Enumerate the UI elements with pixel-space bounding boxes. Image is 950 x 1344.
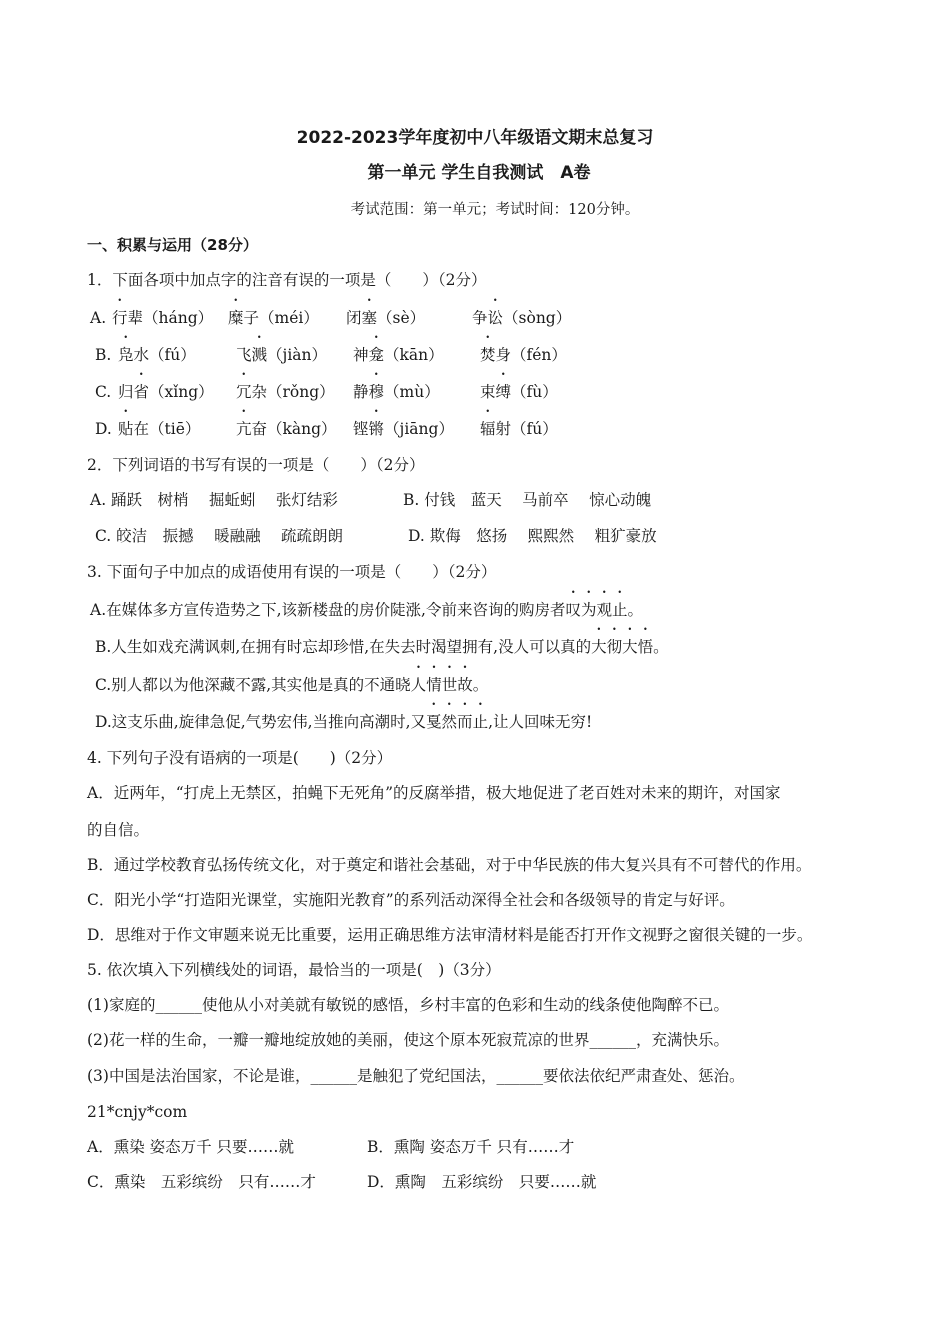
exam-subtitle: 第一单元 学生自我测试 A卷 [367,163,591,183]
option-label: D. [95,420,112,438]
dotted-idiom: 人情世故 [410,676,473,694]
dotted-char: 贴 [118,420,134,438]
q1-a-item: 糜子（méi） [228,309,319,327]
dotted-char: 溅 [251,346,268,364]
q1-b-item: 凫水（fú） [118,346,196,364]
dotted-char: 亢 [236,420,252,438]
option-label: C. [95,383,112,401]
q1-a-item: 争讼（sòng） [472,309,572,327]
q2-option-b: B. 付钱 蓝天 马前卒 惊心动魄 [403,491,652,509]
q2-option-a: A. 踊跃 树梢 掘蚯蚓 张灯结彩 [90,491,338,509]
q5-option-c: C．熏染 五彩缤纷 只有……才 [87,1173,316,1191]
q4-option-c: C．阳光小学“打造阳光课堂，实施阳光教育”的系列活动深得全社会和各级领导的肯定与好评。 [87,891,735,909]
dotted-char: 锵 [368,420,385,438]
q1-d-item: 贴在（tiē） [118,420,201,438]
q1-stem: 1．下面各项中加点字的注音有误的一项是（ ）（2分） [87,271,487,289]
q5-sentence-3: (3)中国是法治国家，不论是谁，______是触犯了党纪国法，______要依法依纪严肃查处、惩治。 [87,1067,745,1085]
q1-d-item: 铿锵（jiāng） [353,420,454,438]
q1-c-item: 归省（xǐng） [118,383,214,401]
q4-option-a-cont: 的自信。 [87,821,150,839]
option-label: A. [90,309,107,327]
option-label: B. [95,346,112,364]
q1-c-item: 束缚（fù） [480,383,558,401]
dotted-idiom: 大彻大悟 [591,638,654,656]
q5-stem: 5. 依次填入下列横线处的词语，最恰当的一项是( )（3分） [87,961,501,979]
dotted-char: 冗 [236,383,252,401]
q1-a-item: 闭塞（sè） [346,309,426,327]
dotted-char: 穆 [368,383,385,401]
q5-sentence-1: (1)家庭的______使他从小对美就有敏锐的感悟，乡村丰富的色彩和生动的线条使他陶醉不已。 [87,996,729,1014]
q4-stem: 4. 下列句子没有语病的一项是( )（2分） [87,749,393,767]
q4-option-b: B．通过学校教育弘扬传统文化，对于奠定和谐社会基础，对于中华民族的伟大复兴具有不可替代的作用。 [87,856,812,874]
q5-option-b: B．熏陶 姿态万千 只有……才 [367,1138,575,1156]
q3-option-a: A.在媒体多方宣传造势之下,该新楼盘的房价陡涨,令前来咨询的购房者叹为观止。 [90,601,644,619]
dotted-char: 讼 [487,309,504,327]
q1-a-item: 行辈（háng） [112,309,214,327]
q1-c-item: 冗杂（rǒng） [236,383,335,401]
dotted-char: 塞 [361,309,378,327]
dotted-idiom: 戛然而止 [426,713,489,731]
q3-option-b: B.人生如戏充满讽刺,在拥有时忘却珍惜,在失去时渴望拥有,没人可以真的大彻大悟。 [95,638,669,656]
q4-option-a: A．近两年，“打虎上无禁区，拍蝇下无死角”的反腐举措，极大地促进了老百姓对未来的期许，对国家 [87,784,781,802]
q3-option-d: D.这支乐曲,旋律急促,气势宏伟,当推向高潮时,又戛然而止,让人回味无穷! [95,713,593,731]
dotted-char: 缚 [495,383,512,401]
dotted-char: 糜 [228,309,244,327]
q2-stem: 2．下列词语的书写有误的一项是（ ）（2分） [87,456,425,474]
exam-title: 2022-2023学年度初中八年级语文期末总复习 [296,128,654,148]
q3-stem: 3. 下面句子中加点的成语使用有误的一项是（ ）（2分） [87,563,497,581]
section-heading: 一、积累与运用（28分） [87,236,258,254]
q5-sentence-2: (2)花一样的生命，一瓣一瓣地绽放她的美丽，使这个原本死寂荒凉的世界______，充满快乐。 [87,1031,729,1049]
q3-option-c: C.别人都以为他深藏不露,其实他是真的不通晓人情世故。 [95,676,489,694]
q1-d-item: 辐射（fú） [480,420,558,438]
dotted-char: 辐 [480,420,496,438]
q1-d-item: 亢奋（kàng） [236,420,337,438]
q5-option-a: A．熏染 姿态万千 只要……就 [87,1138,295,1156]
q2-option-c: C. 皎洁 振撼 暖融融 疏疏朗朗 [95,527,344,545]
q1-c-item: 静穆（mù） [353,383,440,401]
dotted-char: 行 [112,309,128,327]
dotted-idiom: 叹为观止 [565,601,628,619]
q2-option-d: D. 欺侮 悠扬 熙熙然 粗犷豪放 [408,527,657,545]
q1-b-item: 焚身（fén） [480,346,567,364]
watermark-text: 21*cnjy*com [87,1103,188,1121]
dotted-char: 凫 [118,346,134,364]
dotted-char: 龛 [368,346,385,364]
q1-b-item: 神龛（kān） [353,346,444,364]
q1-b-item: 飞溅（jiàn） [236,346,328,364]
q5-option-d: D．熏陶 五彩缤纷 只要……就 [367,1173,597,1191]
q4-option-d: D．思维对于作文审题来说无比重要，运用正确思维方法审清材料是能否打开作文视野之窗很关键的一步。 [87,926,813,944]
dotted-char: 焚 [480,346,496,364]
exam-range: 考试范围：第一单元；考试时间：120分钟。 [350,202,640,218]
dotted-char: 省 [133,383,150,401]
